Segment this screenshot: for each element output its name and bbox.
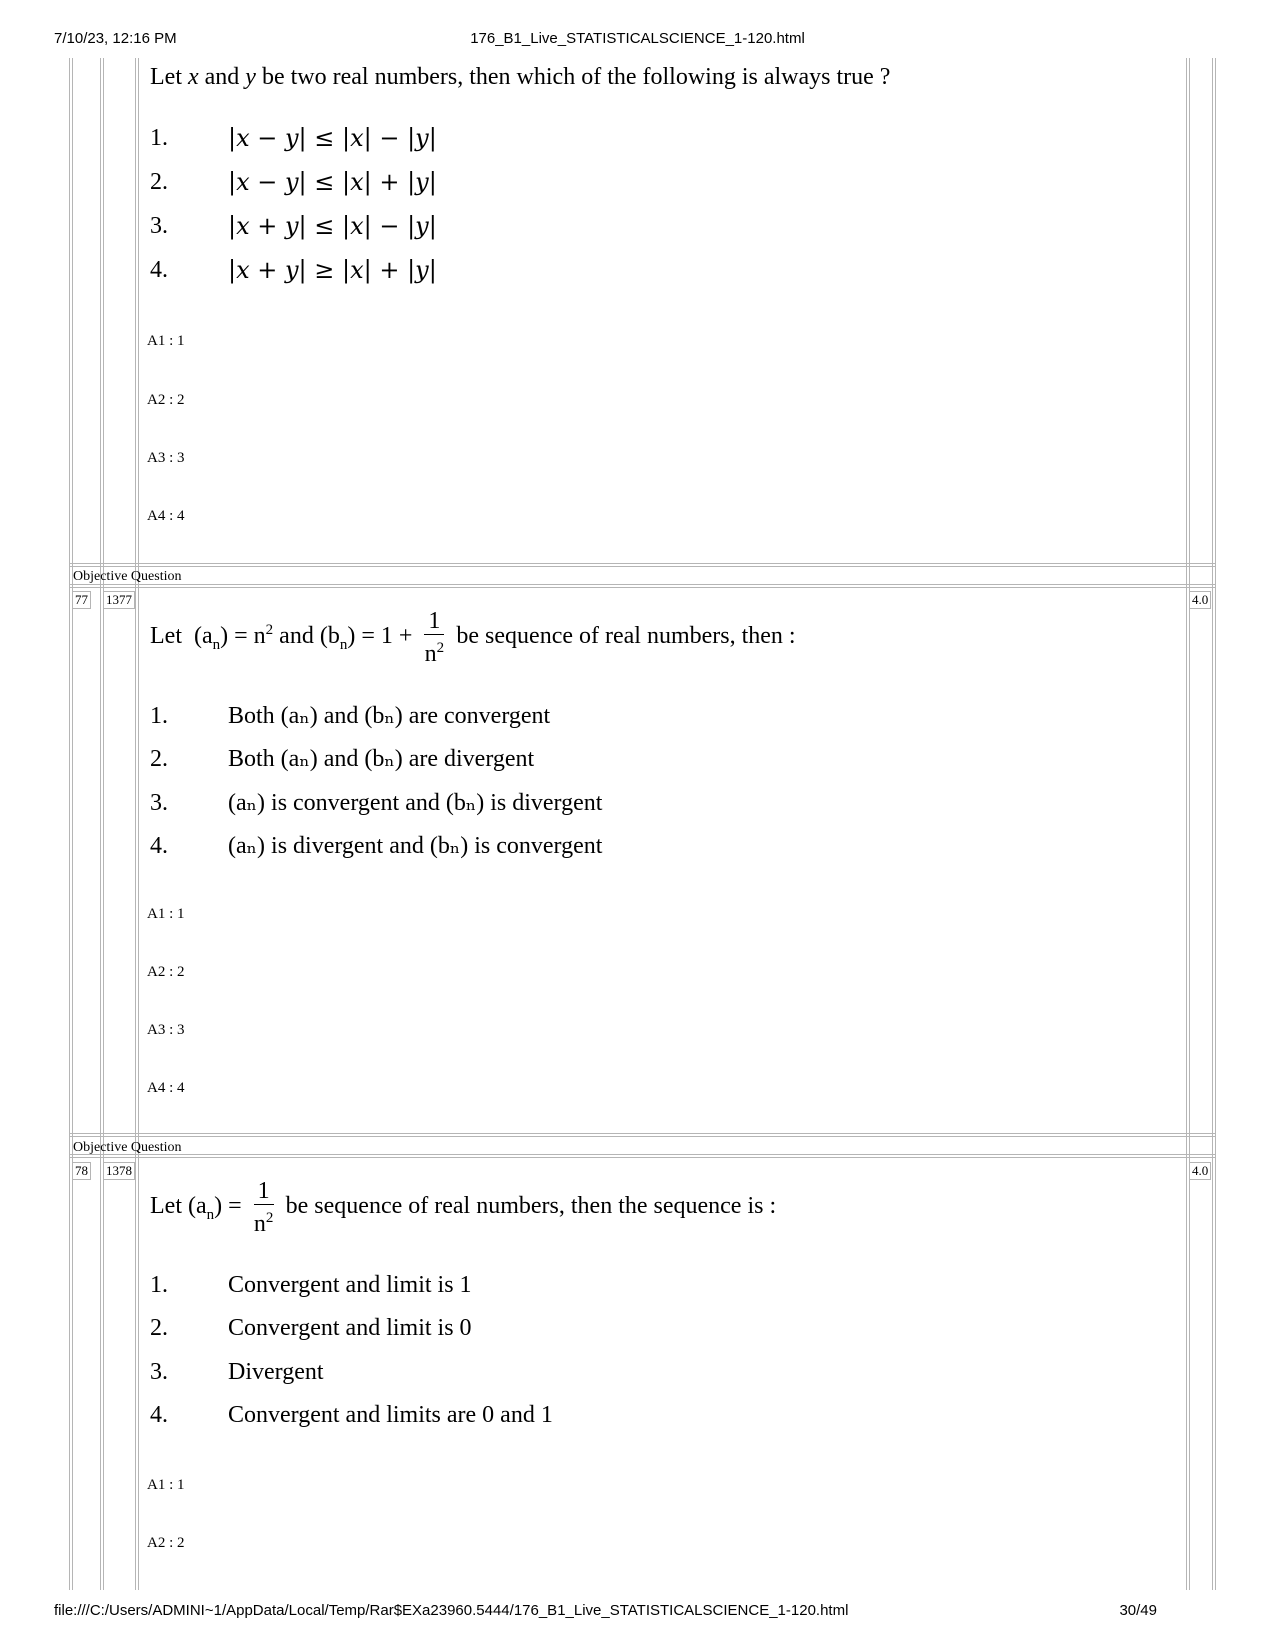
question-type-label: Objective Question [73, 569, 182, 584]
option-text: (aₙ) is convergent and (bₙ) is divergent [228, 790, 603, 816]
answer-option: A4 : 4 [147, 508, 185, 524]
answer-option: A1 : 1 [147, 1477, 185, 1493]
option-text: Both (aₙ) and (bₙ) are convergent [228, 703, 551, 729]
option-text: Convergent and limit is 0 [228, 1315, 472, 1341]
print-datetime: 7/10/23, 12:16 PM [54, 30, 177, 47]
answer-option: A2 : 2 [147, 1535, 185, 1551]
option-text: |x + y| ≤ |x| − |y| [228, 212, 437, 240]
option-number: 4. [150, 833, 168, 859]
print-page-number: 30/49 [1119, 1602, 1157, 1619]
option-number: 2. [150, 746, 168, 772]
option-number: 1. [150, 125, 168, 151]
option-number: 3. [150, 1359, 168, 1385]
option-text: Convergent and limits are 0 and 1 [228, 1402, 553, 1428]
answer-option: A2 : 2 [147, 392, 185, 408]
print-header [0, 30, 1275, 54]
question-stem: Let x and y be two real numbers, then which of the following is always true ? [150, 64, 891, 90]
question-serial: 78 [72, 1162, 91, 1180]
option-number: 2. [150, 169, 168, 195]
option-text: (aₙ) is divergent and (bₙ) is convergent [228, 833, 603, 859]
option-number: 2. [150, 1315, 168, 1341]
answer-option: A3 : 3 [147, 1022, 185, 1038]
print-filename: 176_B1_Live_STATISTICALSCIENCE_1-120.html [470, 30, 805, 47]
answer-option: A2 : 2 [147, 964, 185, 980]
answer-option: A1 : 1 [147, 906, 185, 922]
option-number: 3. [150, 213, 168, 239]
option-text: |x + y| ≥ |x| + |y| [228, 256, 437, 284]
option-number: 1. [150, 703, 168, 729]
fraction: $\frac{1}{n^2}$ [424, 608, 445, 667]
option-number: 1. [150, 1272, 168, 1298]
question-serial: 77 [72, 591, 91, 609]
print-file-path: file:///C:/Users/ADMINI~1/AppData/Local/Temp/Rar$EXa23960.5444/176_B1_Live_STATISTICALSCIENCE_1-120.html [54, 1602, 849, 1619]
option-number: 4. [150, 1402, 168, 1428]
option-text: Convergent and limit is 1 [228, 1272, 472, 1298]
option-number: 4. [150, 257, 168, 283]
question-marks: 4.0 [1189, 591, 1211, 609]
question-stem: Let $(a_n) = n^2$ and $(b_n) = 1$ + $\frac{1}{n^2}$ be sequence of real numbers, then : [150, 608, 796, 667]
question-type-label: Objective Question [73, 1140, 182, 1155]
question-stem: Let $(a_n)$ = $\frac{1}{n^2}$ be sequence of real numbers, then the sequence is : [150, 1178, 777, 1237]
answer-option: A3 : 3 [147, 450, 185, 466]
question-marks: 4.0 [1189, 1162, 1211, 1180]
question-id: 1377 [103, 591, 135, 609]
option-number: 3. [150, 790, 168, 816]
fraction: $\frac{1}{n^2}$ [253, 1178, 274, 1237]
option-text: Divergent [228, 1359, 324, 1385]
answer-option: A1 : 1 [147, 333, 185, 349]
print-footer [0, 1602, 1275, 1626]
option-text: |x − y| ≤ |x| + |y| [228, 168, 437, 196]
option-text: Both (aₙ) and (bₙ) are divergent [228, 746, 535, 772]
question-id: 1378 [103, 1162, 135, 1180]
answer-option: A4 : 4 [147, 1080, 185, 1096]
option-text: |x − y| ≤ |x| − |y| [228, 124, 437, 152]
